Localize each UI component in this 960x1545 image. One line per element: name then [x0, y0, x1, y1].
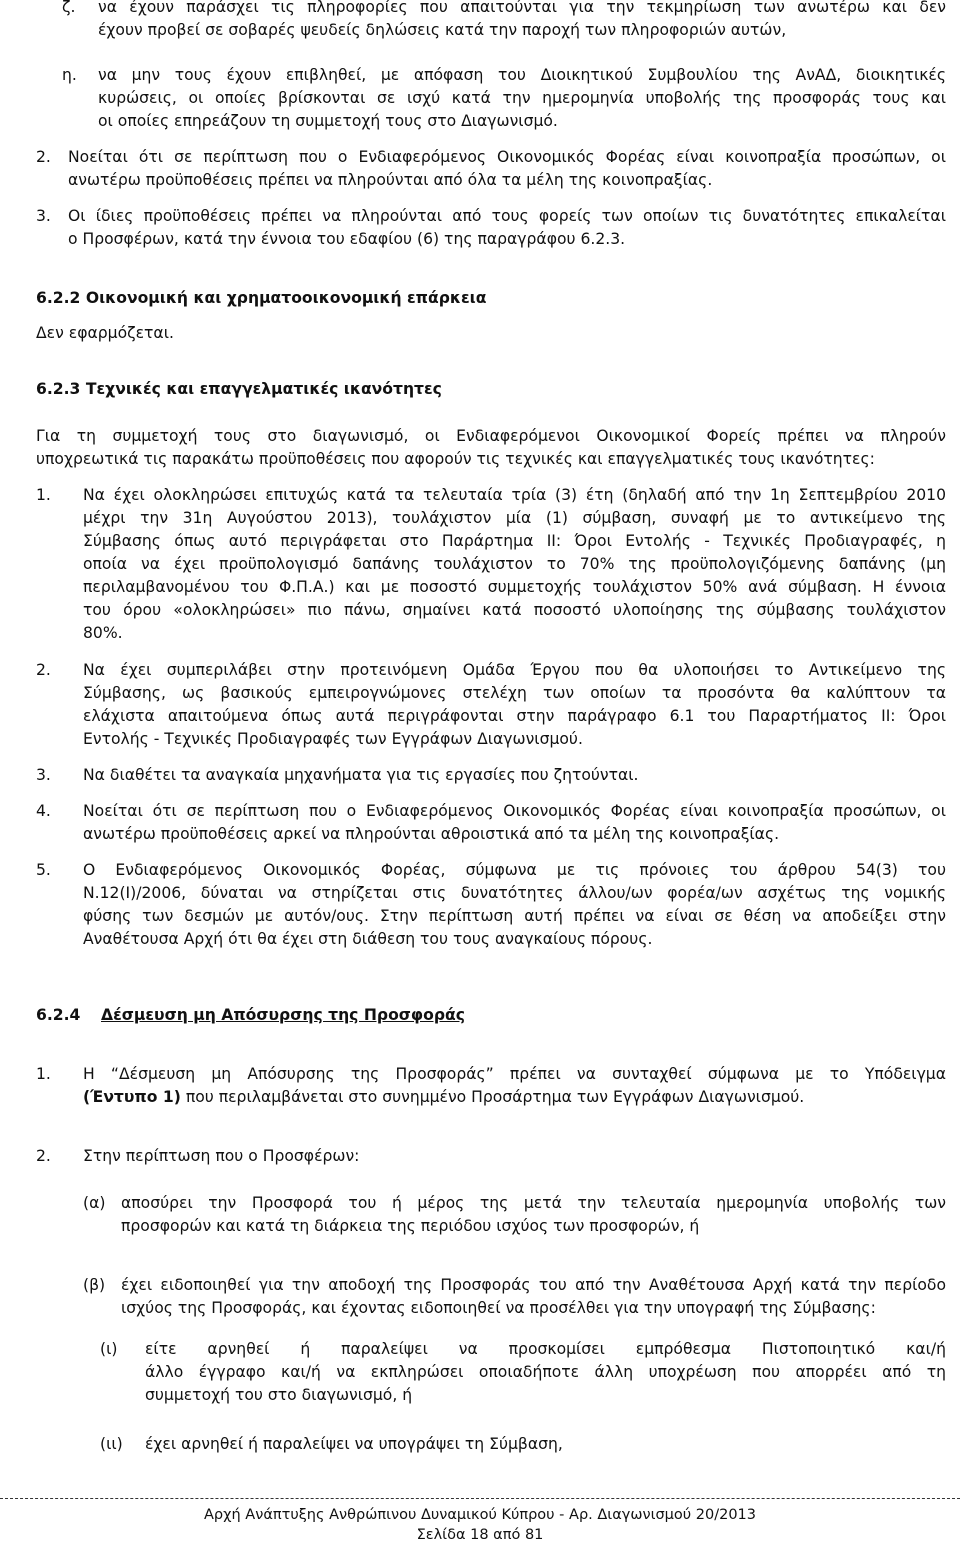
list-marker: 2.	[36, 661, 51, 679]
footer-divider	[0, 1498, 960, 1499]
footer-organization: Αρχή Ανάπτυξης Ανθρώπινου Δυναμικού Κύπρου - Αρ. Διαγωνισμού 20/2013	[204, 1507, 756, 1523]
list-item-line: περιλαμβανομένου του Φ.Π.Α.) και με ποσοστό συμμετοχής τουλάχιστον 50% ανά σύμβαση. Η έννοια	[83, 578, 946, 596]
list-marker: 4.	[36, 802, 51, 820]
sub-i-line: συμμετοχή του στο διαγωνισμό, ή	[145, 1386, 413, 1404]
list-marker: 1.	[36, 1065, 51, 1083]
point-line: Οι ίδιες προϋποθέσεις πρέπει να πληρούνται από τους φορείς των οποίων τις δυνατότητες επικαλείται	[68, 207, 946, 225]
list-item-line: Σύμβασης όπως αυτό περιγράφεται στο Παράρτημα ΙΙ: Όροι Εντολής - Τεχνικές Προδιαγραφές, η	[83, 532, 946, 550]
sub-b-line: έχει ειδοποιηθεί για την αποδοχή της Προσφοράς του από την Αναθέτουσα Αρχή κατά την περίοδο	[121, 1276, 946, 1294]
list-item-line: Σύμβασης, ως βασικούς εμπειρογνώμονες στελέχη των οποίων τα προσόντα θα καλύπτουν τα	[83, 684, 946, 702]
list-item-line: ανωτέρω προϋποθέσεις αρκεί να πληρούνται αθροιστικά από τα μέλη της κοινοπραξίας.	[83, 825, 780, 843]
list-item-line: Να έχει ολοκληρώσει επιτυχώς κατά τα τελευταία τρία (3) έτη (δηλαδή από την 1η Σεπτεμβρίου 2010	[83, 486, 946, 504]
list-item-line: Ο Ενδιαφερόμενος Οικονομικός Φορέας, σύμφωνα με τις πρόνοιες του άρθρου 54(3) του	[83, 861, 946, 879]
list-item-line: Αναθέτουσα Αρχή ότι θα έχει στη διάθεση του τους αναγκαίους πόρους.	[83, 930, 653, 948]
section-623-intro-line: υποχρεωτικά τις παρακάτω προϋποθέσεις που αφορούν τις τεχνικές και επαγγελματικές τους ικανότητες:	[36, 450, 875, 468]
sub-marker: (ιι)	[100, 1435, 123, 1453]
point-marker: 2.	[36, 148, 51, 166]
list-item-line: Ν.12(Ι)/2006, δύναται να στηρίζεται στις δυνατότητες άλλου/ων φορέα/ων ασχέτως της νομικής	[83, 884, 946, 902]
item-h-line: κυρώσεις, οι οποίες βρίσκονται σε ισχύ κατά την ημερομηνία υποβολής της προσφοράς τους και	[98, 89, 946, 107]
point-line: Νοείται ότι σε περίπτωση που ο Ενδιαφερόμενος Οικονομικός Φορέας είναι κοινοπραξία προσώπων, οι	[68, 148, 946, 166]
list-item-line: Εντολής - Τεχνικές Προδιαγραφές των Εγγράφων Διαγωνισμού.	[83, 730, 583, 748]
list-item-line: 80%.	[83, 624, 123, 642]
p1-line-2-rest: που περιλαμβάνεται στο συνημμένο Προσάρτημα των Εγγράφων Διαγωνισμού.	[180, 1088, 805, 1106]
p1-line-2	[83, 1086, 804, 1109]
list-item-line: μέχρι την 31η Αυγούστου 2013), τουλάχιστον μία (1) σύμβαση, συναφή με το αντικείμενο της	[83, 509, 946, 527]
section-heading-623: 6.2.3 Τεχνικές και επαγγελματικές ικανότητες	[36, 380, 442, 398]
item-h-line: οι οποίες επηρεάζουν τη συμμετοχή τους στο Διαγωνισμό.	[98, 112, 558, 130]
point-line: ο Προσφέρων, κατά την έννοια του εδαφίου (6) της παραγράφου 6.2.3.	[68, 230, 626, 248]
list-item-line: Να διαθέτει τα αναγκαία μηχανήματα για τις εργασίες που ζητούνται.	[83, 766, 639, 784]
sub-ii-text: έχει αρνηθεί ή παραλείψει να υπογράψει τη Σύμβαση,	[145, 1435, 563, 1453]
sub-b-line: ισχύος της Προσφοράς, και έχοντας ειδοποιηθεί να προσέλθει για την υπογραφή της Σύμβασης:	[121, 1299, 876, 1317]
item-marker-z: ζ.	[62, 0, 76, 16]
sub-marker: (α)	[83, 1194, 106, 1212]
form-reference: (Έντυπο 1)	[83, 1088, 181, 1106]
list-marker: 1.	[36, 486, 51, 504]
list-marker: 5.	[36, 861, 51, 879]
item-marker-h: η.	[62, 66, 77, 84]
list-item-line: φύσης των δεσμών με αυτόν/ους. Στην περίπτωση αυτή πρέπει να είναι σε θέση να αποδείξει στην	[83, 907, 946, 925]
footer-page-number: Σελίδα 18 από 81	[416, 1527, 544, 1543]
item-h-line: να μην τους έχουν επιβληθεί, με απόφαση του Διοικητικού Συμβουλίου της ΑνΑΔ, διοικητικές	[98, 66, 946, 84]
sub-i-line: είτε αρνηθεί ή παραλείψει να προσκομίσει εμπρόθεσμα Πιστοποιητικό και/ή	[145, 1340, 946, 1358]
p1-line: Η “Δέσμευση μη Απόσυρσης της Προσφοράς” πρέπει να συνταχθεί σύμφωνα με το Υπόδειγμα	[83, 1065, 946, 1083]
p2-text: Στην περίπτωση που ο Προσφέρων:	[83, 1147, 360, 1165]
section-text-622: Δεν εφαρμόζεται.	[36, 324, 174, 342]
point-line: ανωτέρω προϋποθέσεις πρέπει να πληρούνται από όλα τα μέλη της κοινοπραξίας.	[68, 171, 713, 189]
sub-i-line: άλλο έγγραφο και/ή να εκπληρώσει οποιαδήποτε άλλη υποχρέωση που απορρέει από τη	[145, 1363, 946, 1381]
item-z-line: να έχουν παράσχει τις πληροφορίες που απαιτούνται για την τεκμηρίωση των ανωτέρω και δεν	[98, 0, 946, 16]
list-item-line: του όρου «ολοκληρώσει» πιο πάνω, σημαίνει κατά ποσοστό υλοποίησης της σύμβασης τουλάχιστον	[83, 601, 946, 619]
section-623-intro-line: Για τη συμμετοχή τους στο διαγωνισμό, οι Ενδιαφερόμενοι Οικονομικοί Φορείς πρέπει να πληρούν	[36, 427, 946, 445]
point-marker: 3.	[36, 207, 51, 225]
sub-marker: (β)	[83, 1276, 106, 1294]
list-marker: 2.	[36, 1147, 51, 1165]
section-number-624: 6.2.4	[36, 1006, 81, 1024]
section-title-624: Δέσμευση μη Απόσυρσης της Προσφοράς	[101, 1006, 465, 1024]
sub-marker: (ι)	[100, 1340, 118, 1358]
list-item-line: ελάχιστα απαιτούμενα όπως αυτά περιγράφονται στην παράγραφο 6.1 του Παραρτήματος ΙΙ: Όροι	[83, 707, 946, 725]
sub-a-line: προσφορών και κατά τη διάρκεια της περιόδου ισχύος των προσφορών, ή	[121, 1217, 700, 1235]
list-item-line: Νοείται ότι σε περίπτωση που ο Ενδιαφερόμενος Οικονομικός Φορέας είναι κοινοπραξία προσώπων, οι	[83, 802, 946, 820]
sub-a-line: αποσύρει την Προσφορά του ή μέρος της μετά την τελευταία ημερομηνία υποβολής των	[121, 1194, 946, 1212]
item-z-line: έχουν προβεί σε σοβαρές ψευδείς δηλώσεις κατά την παροχή των πληροφοριών αυτών,	[98, 21, 787, 39]
section-heading-622: 6.2.2 Οικονομική και χρηματοοικονομική επάρκεια	[36, 289, 487, 307]
list-item-line: Να έχει συμπεριλάβει στην προτεινόμενη Ομάδα Έργου που θα υλοποιήσει το Αντικείμενο της	[83, 661, 946, 679]
list-item-line: οποία να έχει προϋπολογισμό δαπάνης τουλάχιστον το 70% της προϋπολογιζόμενης δαπάνης (μη	[83, 555, 946, 573]
list-marker: 3.	[36, 766, 51, 784]
